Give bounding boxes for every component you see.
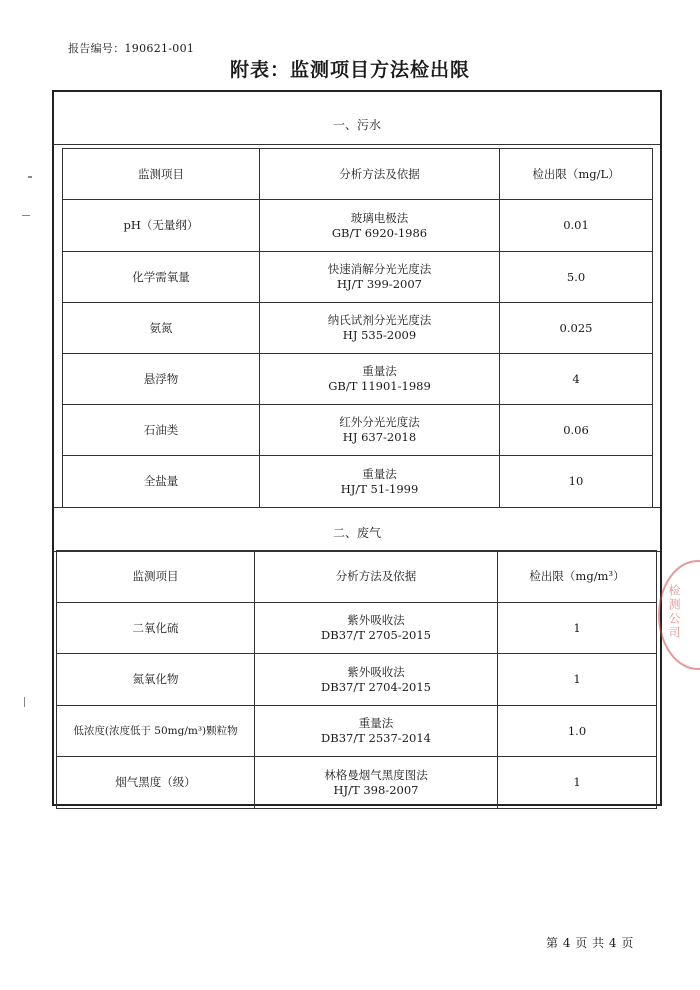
scan-mark: [28, 176, 32, 178]
section-title-wastewater: 一、污水: [332, 118, 381, 132]
method-standard: GB/T 11901-1989: [328, 379, 431, 393]
section-gas-header: [54, 507, 660, 552]
scan-mark: [24, 697, 25, 707]
limit-cell: 1.0: [498, 706, 657, 757]
method-standard: HJ/T 51-1999: [340, 481, 419, 496]
wastewater-table: [62, 148, 653, 508]
item-cell: 石油类: [63, 405, 260, 456]
method-name: 紫外吸收法: [347, 664, 405, 679]
table-row: [63, 303, 653, 354]
method-standard: DB37/T 2704-2015: [321, 679, 431, 694]
method-cell: [255, 706, 498, 757]
limit-cell: 0.01: [500, 200, 653, 252]
method-standard: HJ/T 399-2007: [337, 277, 422, 291]
method-name: 红外分光光度法: [339, 415, 420, 429]
method-cell: [260, 456, 500, 508]
limit-cell: 1: [498, 654, 657, 706]
table-row: [63, 200, 653, 252]
limit-cell: 0.06: [500, 405, 653, 456]
col-header-method: 分析方法及依据: [255, 551, 498, 603]
table-header-row: [63, 149, 653, 200]
method-cell: [260, 354, 500, 405]
table-row: [63, 252, 653, 303]
method-standard: GB/T 6920-1986: [331, 225, 428, 240]
method-name: 重量法: [362, 466, 397, 481]
method-name: 玻璃电极法: [350, 210, 409, 225]
page-number: 第 4 页 共 4 页: [546, 936, 634, 950]
method-name: 纳氏试剂分光光度法: [327, 313, 432, 327]
limit-cell: 10: [500, 456, 653, 508]
item-cell: 低浓度(浓度低于 50mg/m³)颗粒物: [57, 706, 255, 757]
method-cell: [255, 654, 498, 706]
method-name: 重量法: [358, 716, 394, 730]
method-cell: [260, 252, 500, 303]
gas-table: [56, 550, 657, 809]
item-cell: 氮氧化物: [57, 654, 255, 706]
col-header-limit: 检出限（mg/m³）: [498, 551, 657, 603]
table-frame: [52, 90, 662, 806]
section-wastewater-header: [54, 92, 660, 145]
table-row: [57, 706, 657, 757]
method-cell: [255, 603, 498, 654]
method-cell: [255, 757, 498, 809]
method-standard: HJ/T 398-2007: [333, 782, 419, 797]
table-row: [63, 354, 653, 405]
method-standard: DB37/T 2705-2015: [321, 628, 431, 642]
method-name: 紫外吸收法: [347, 613, 405, 627]
table-row: [63, 456, 653, 508]
section-title-gas: 二、废气: [332, 526, 381, 540]
limit-cell: 1: [498, 603, 657, 654]
report-number: 报告编号：190621-001: [68, 42, 195, 55]
item-cell: 化学需氧量: [63, 252, 260, 303]
method-name: 林格曼烟气黑度图法: [324, 767, 428, 782]
method-standard: HJ 637-2018: [342, 430, 417, 444]
limit-cell: 1: [498, 757, 657, 809]
col-header-method: 分析方法及依据: [260, 149, 500, 200]
item-cell: 氨氮: [63, 303, 260, 354]
method-cell: [260, 303, 500, 354]
col-header-limit: 检出限（mg/L）: [500, 149, 653, 200]
limit-cell: 4: [500, 354, 653, 405]
table-row: [57, 603, 657, 654]
table-row: [63, 405, 653, 456]
method-standard: HJ 535-2009: [342, 328, 417, 342]
table-row: [57, 654, 657, 706]
item-cell: 二氧化硫: [57, 603, 255, 654]
scan-mark: [22, 215, 30, 216]
page-title: 附表：监测项目方法检出限: [229, 59, 470, 81]
seal-text: 检测公司: [667, 584, 681, 640]
table-row: [57, 757, 657, 809]
col-header-item: 监测项目: [63, 149, 260, 200]
method-name: 重量法: [362, 364, 397, 378]
method-cell: [260, 200, 500, 252]
method-standard: DB37/T 2537-2014: [321, 731, 431, 745]
col-header-item: 监测项目: [57, 551, 255, 603]
method-name: 快速消解分光光度法: [327, 262, 432, 276]
limit-cell: 5.0: [500, 252, 653, 303]
company-seal: [658, 560, 700, 670]
item-cell: 烟气黑度（级）: [57, 757, 255, 809]
table-header-row: [57, 551, 657, 603]
item-cell: pH（无量纲）: [63, 200, 260, 252]
item-cell: 悬浮物: [63, 354, 260, 405]
limit-cell: 0.025: [500, 303, 653, 354]
item-cell: 全盐量: [63, 456, 260, 508]
method-cell: [260, 405, 500, 456]
